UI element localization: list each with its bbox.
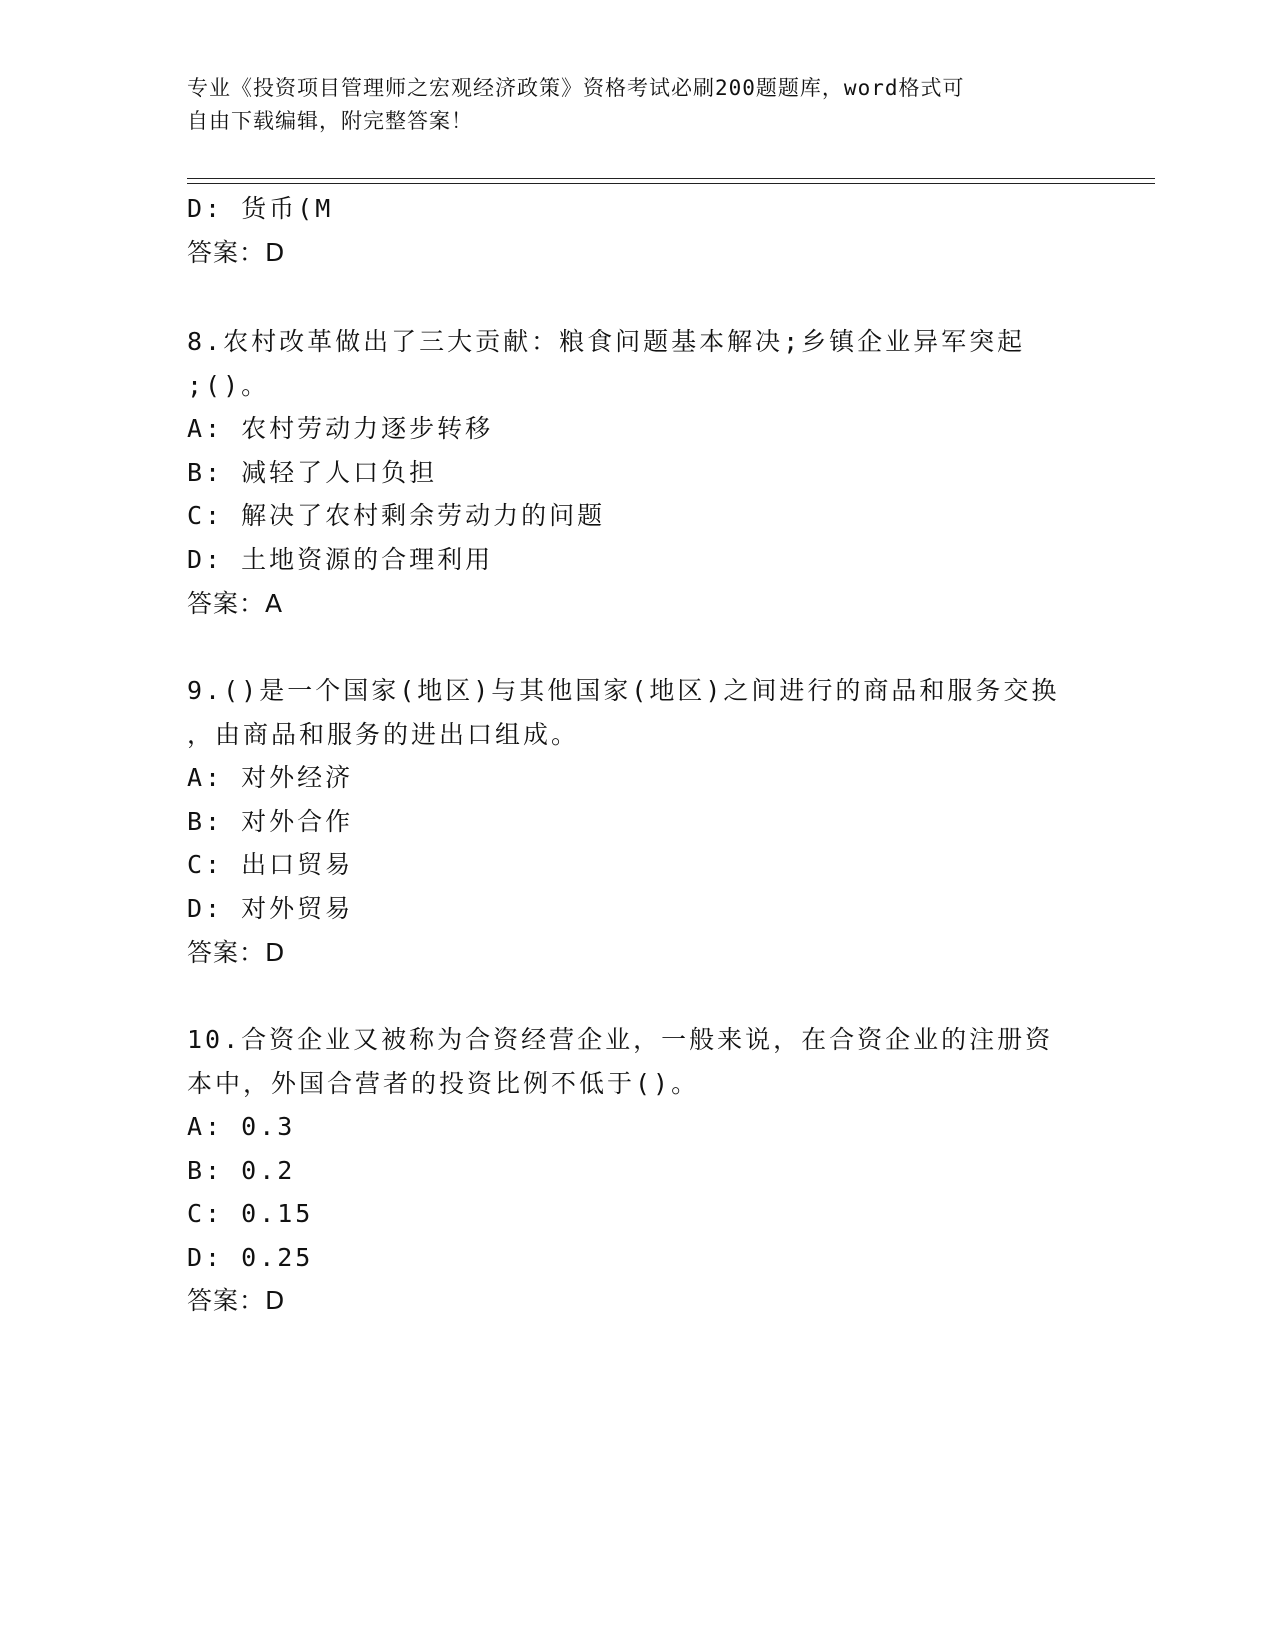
q9-stem-line-1: 9.()是一个国家(地区)与其他国家(地区)之间进行的商品和服务交换 xyxy=(187,676,1060,705)
header-line-2: 自由下载编辑，附完整答案！ xyxy=(187,109,473,133)
q10-option-d: D: 0.25 xyxy=(187,1243,314,1272)
q8-option-a: A: 农村劳动力逐步转移 xyxy=(187,414,494,443)
q10-option-c: C: 0.15 xyxy=(187,1199,314,1228)
q8-option-b: B: 减轻了人口负担 xyxy=(187,458,438,487)
q8-answer: 答案：A xyxy=(187,589,284,618)
q9-option-d: D: 对外贸易 xyxy=(187,894,354,923)
header-line-1: 专业《投资项目管理师之宏观经济政策》资格考试必刷200题题库，word格式可 xyxy=(187,76,965,100)
q10-option-a: A: 0.3 xyxy=(187,1112,296,1141)
q8-option-d: D: 土地资源的合理利用 xyxy=(187,545,494,574)
q9-option-c: C: 出口贸易 xyxy=(187,850,354,879)
q9-stem-line-2: ，由商品和服务的进出口组成。 xyxy=(187,720,580,749)
header-divider-bottom xyxy=(187,183,1155,184)
q9-option-a: A: 对外经济 xyxy=(187,763,354,792)
q8-stem-line-1: 8.农村改革做出了三大贡献：粮食问题基本解决;乡镇企业异军突起 xyxy=(187,327,1026,356)
q10-stem-line-2: 本中，外国合营者的投资比例不低于()。 xyxy=(187,1069,700,1098)
header-divider-top xyxy=(187,178,1155,179)
q9-option-b: B: 对外合作 xyxy=(187,807,354,836)
prev-option-d: D: 货币(M xyxy=(187,194,334,223)
prev-answer: 答案：D xyxy=(187,238,286,267)
q8-stem-line-2: ;()。 xyxy=(187,371,270,400)
q8-option-c: C: 解决了农村剩余劳动力的问题 xyxy=(187,501,606,530)
q10-answer: 答案：D xyxy=(187,1286,286,1315)
q10-stem-line-1: 10.合资企业又被称为合资经营企业，一般来说，在合资企业的注册资 xyxy=(187,1025,1054,1054)
document-header xyxy=(187,72,1087,138)
q10-option-b: B: 0.2 xyxy=(187,1156,296,1185)
q9-answer: 答案：D xyxy=(187,938,286,967)
